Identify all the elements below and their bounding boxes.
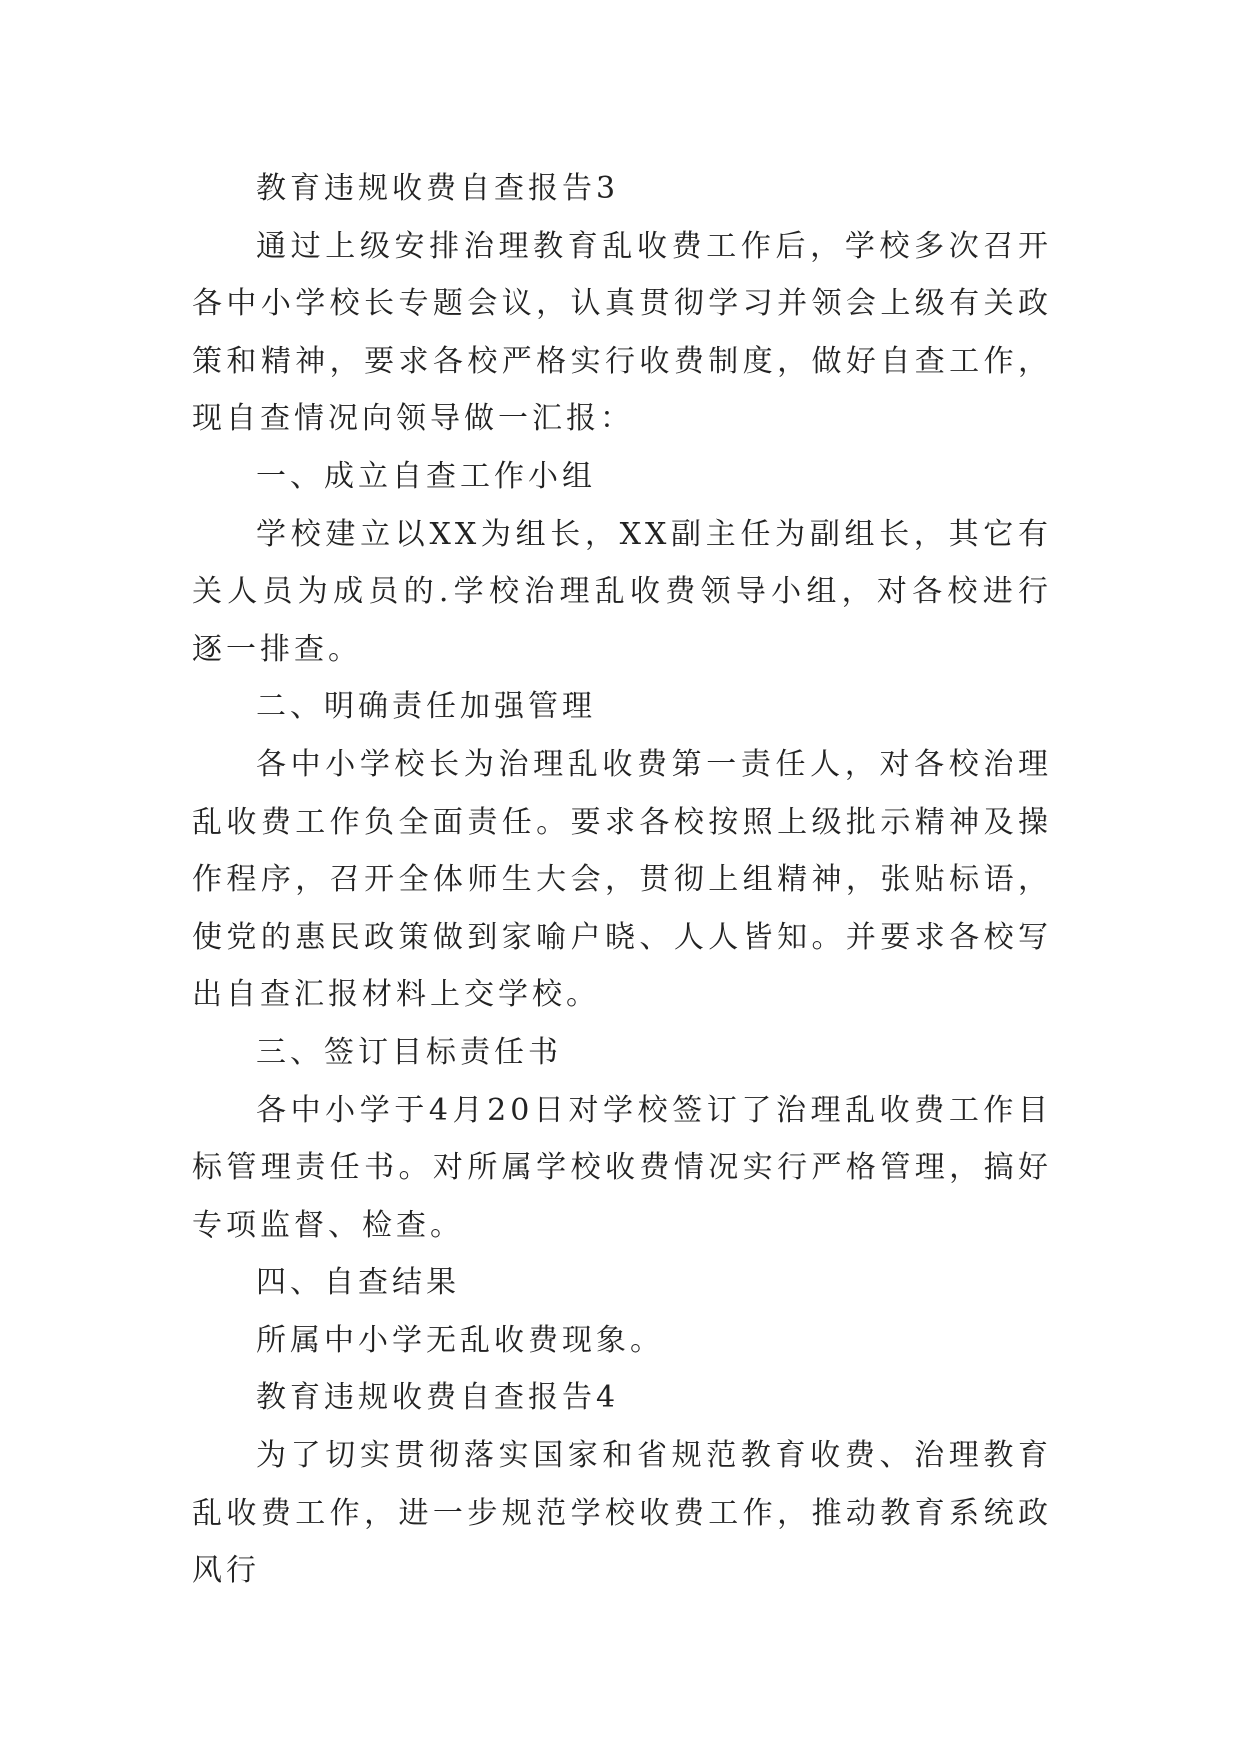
section-1-heading: 一、成立自查工作小组 — [256, 458, 596, 494]
section-4-heading: 四、自查结果 — [256, 1265, 460, 1301]
section-1-paragraph: 学校建立以XX为组长，XX副主任为副组长，其它有关人员为成员的.学校治理乱收费领导小组，对各校进行逐一排查。 — [192, 516, 1052, 667]
section-2-heading: 二、明确责任加强管理 — [256, 689, 596, 725]
document-body — [192, 160, 1052, 1600]
section-3-paragraph: 各中小学于4月20日对学校签订了治理乱收费工作目标管理责任书。对所属学校收费情况实行严格管理，搞好专项监督、检查。 — [192, 1092, 1052, 1243]
report-3-title: 教育违规收费自查报告3 — [256, 171, 620, 206]
section-3-heading: 三、签订目标责任书 — [256, 1034, 562, 1070]
section-2-paragraph: 各中小学校长为治理乱收费第一责任人，对各校治理乱收费工作负全面责任。要求各校按照上级批示精神及操作程序，召开全体师生大会，贯彻上组精神，张贴标语，使党的惠民政策做到家喻户晓、人人皆知。并要求各校写出自查汇报材料上交学校。 — [192, 746, 1052, 1013]
report-4-title: 教育违规收费自查报告4 — [256, 1380, 620, 1416]
report-4-paragraph: 为了切实贯彻落实国家和省规范教育收费、治理教育乱收费工作，进一步规范学校收费工作，推动教育系统政风行 — [192, 1438, 1052, 1589]
section-4-paragraph: 所属中小学无乱收费现象。 — [256, 1322, 664, 1358]
intro-paragraph: 通过上级安排治理教育乱收费工作后，学校多次召开各中小学校长专题会议，认真贯彻学习并领会上级有关政策和精神，要求各校严格实行收费制度，做好自查工作，现自查情况向领导做一汇报： — [192, 228, 1052, 437]
